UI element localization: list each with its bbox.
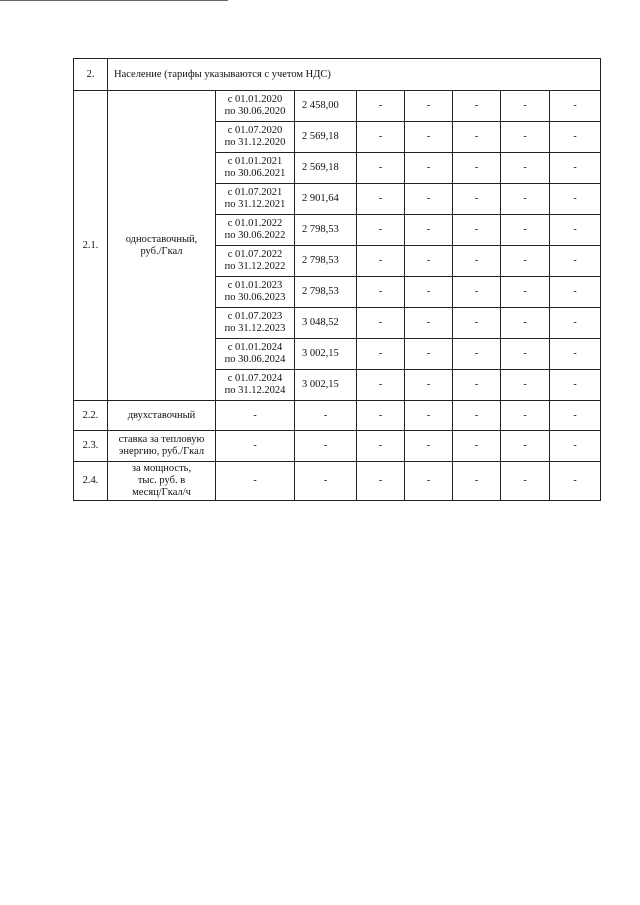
empty-value-cell: -	[216, 401, 295, 431]
tariff-value-cell: 2 798,53	[295, 277, 357, 308]
empty-value-cell: -	[501, 462, 550, 501]
empty-value-cell: -	[357, 277, 405, 308]
empty-value-cell: -	[405, 370, 453, 401]
empty-value-cell: -	[453, 401, 501, 431]
empty-value-cell: -	[501, 91, 550, 122]
empty-value-cell: -	[405, 246, 453, 277]
tariff-type-label: одноставочный, руб./Гкал	[108, 91, 216, 401]
empty-value-cell: -	[501, 277, 550, 308]
empty-value-cell: -	[405, 184, 453, 215]
empty-value-cell: -	[453, 370, 501, 401]
top-rule	[0, 0, 228, 1]
empty-value-cell: -	[295, 431, 357, 462]
period-cell: с 01.01.2024 по 30.06.2024	[216, 339, 295, 370]
empty-value-cell: -	[501, 431, 550, 462]
empty-value-cell: -	[550, 277, 601, 308]
empty-value-cell: -	[405, 277, 453, 308]
tariff-row	[74, 401, 601, 431]
empty-value-cell: -	[453, 184, 501, 215]
empty-value-cell: -	[357, 184, 405, 215]
empty-value-cell: -	[357, 339, 405, 370]
row-number: 2.4.	[74, 462, 108, 501]
tariff-row	[74, 431, 601, 462]
empty-value-cell: -	[405, 339, 453, 370]
period-cell: с 01.07.2021 по 31.12.2021	[216, 184, 295, 215]
empty-value-cell: -	[453, 91, 501, 122]
empty-value-cell: -	[550, 215, 601, 246]
empty-value-cell: -	[550, 91, 601, 122]
tariff-value-cell: 2 569,18	[295, 122, 357, 153]
empty-value-cell: -	[216, 431, 295, 462]
tariff-type-label: за мощность, тыс. руб. в месяц/Гкал/ч	[108, 462, 216, 501]
empty-value-cell: -	[405, 153, 453, 184]
period-cell: с 01.01.2022 по 30.06.2022	[216, 215, 295, 246]
empty-value-cell: -	[550, 308, 601, 339]
empty-value-cell: -	[295, 462, 357, 501]
empty-value-cell: -	[550, 401, 601, 431]
tariff-period-row	[74, 91, 601, 122]
empty-value-cell: -	[453, 431, 501, 462]
empty-value-cell: -	[357, 153, 405, 184]
empty-value-cell: -	[501, 308, 550, 339]
tariff-value-cell: 2 901,64	[295, 184, 357, 215]
empty-value-cell: -	[501, 215, 550, 246]
tariff-value-cell: 3 002,15	[295, 339, 357, 370]
empty-value-cell: -	[501, 184, 550, 215]
empty-value-cell: -	[295, 401, 357, 431]
tariff-value-cell: 2 798,53	[295, 215, 357, 246]
empty-value-cell: -	[405, 91, 453, 122]
empty-value-cell: -	[501, 122, 550, 153]
empty-value-cell: -	[453, 308, 501, 339]
empty-value-cell: -	[357, 462, 405, 501]
empty-value-cell: -	[357, 401, 405, 431]
row-number: 2.3.	[74, 431, 108, 462]
empty-value-cell: -	[405, 308, 453, 339]
empty-value-cell: -	[550, 184, 601, 215]
empty-value-cell: -	[453, 462, 501, 501]
empty-value-cell: -	[550, 246, 601, 277]
empty-value-cell: -	[405, 431, 453, 462]
period-cell: с 01.01.2023 по 30.06.2023	[216, 277, 295, 308]
empty-value-cell: -	[453, 215, 501, 246]
tariff-row	[74, 462, 601, 501]
period-cell: с 01.01.2021 по 30.06.2021	[216, 153, 295, 184]
period-cell: с 01.01.2020 по 30.06.2020	[216, 91, 295, 122]
empty-value-cell: -	[550, 370, 601, 401]
empty-value-cell: -	[453, 339, 501, 370]
empty-value-cell: -	[357, 308, 405, 339]
empty-value-cell: -	[501, 339, 550, 370]
empty-value-cell: -	[405, 122, 453, 153]
tariff-value-cell: 2 798,53	[295, 246, 357, 277]
empty-value-cell: -	[550, 339, 601, 370]
empty-value-cell: -	[357, 122, 405, 153]
empty-value-cell: -	[501, 246, 550, 277]
empty-value-cell: -	[357, 246, 405, 277]
row-number: 2.1.	[74, 91, 108, 401]
tariff-value-cell: 3 048,52	[295, 308, 357, 339]
empty-value-cell: -	[453, 277, 501, 308]
tariff-type-label: двухставочный	[108, 401, 216, 431]
empty-value-cell: -	[216, 462, 295, 501]
section-number: 2.	[74, 59, 108, 91]
section-header-row	[74, 59, 601, 91]
empty-value-cell: -	[453, 122, 501, 153]
tariff-value-cell: 3 002,15	[295, 370, 357, 401]
empty-value-cell: -	[550, 462, 601, 501]
period-cell: с 01.07.2023 по 31.12.2023	[216, 308, 295, 339]
period-cell: с 01.07.2020 по 31.12.2020	[216, 122, 295, 153]
tariff-table	[73, 58, 601, 501]
tariff-value-cell: 2 569,18	[295, 153, 357, 184]
tariff-type-label: ставка за тепловую энергию, руб./Гкал	[108, 431, 216, 462]
empty-value-cell: -	[357, 215, 405, 246]
period-cell: с 01.07.2024 по 31.12.2024	[216, 370, 295, 401]
empty-value-cell: -	[453, 246, 501, 277]
empty-value-cell: -	[405, 401, 453, 431]
section-title: Население (тарифы указываются с учетом НДС)	[108, 59, 601, 91]
empty-value-cell: -	[405, 462, 453, 501]
empty-value-cell: -	[550, 122, 601, 153]
empty-value-cell: -	[501, 401, 550, 431]
empty-value-cell: -	[357, 431, 405, 462]
empty-value-cell: -	[357, 91, 405, 122]
period-cell: с 01.07.2022 по 31.12.2022	[216, 246, 295, 277]
tariff-value-cell: 2 458,00	[295, 91, 357, 122]
empty-value-cell: -	[550, 153, 601, 184]
row-number: 2.2.	[74, 401, 108, 431]
empty-value-cell: -	[501, 370, 550, 401]
empty-value-cell: -	[405, 215, 453, 246]
empty-value-cell: -	[357, 370, 405, 401]
empty-value-cell: -	[453, 153, 501, 184]
empty-value-cell: -	[550, 431, 601, 462]
empty-value-cell: -	[501, 153, 550, 184]
